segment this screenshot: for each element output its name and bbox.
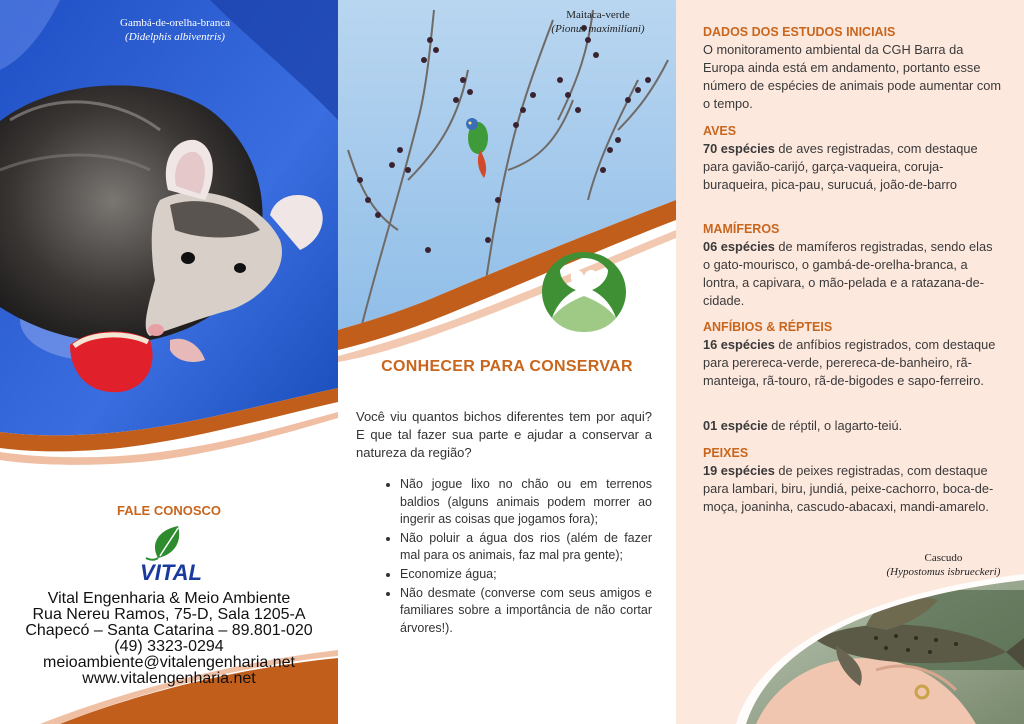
opossum-common-name: Gambá-de-orelha-branca <box>120 17 230 29</box>
vital-logo <box>116 524 226 584</box>
amphibians-section <box>703 319 1003 390</box>
heart-logo-icon <box>538 250 630 334</box>
tip-item: • Não desmate (converse com seus amigos e familiares sobre a importância de não cortar árvores!). <box>400 585 652 638</box>
initial-studies-heading: DADOS DOS ESTUDOS INICIAIS <box>703 25 896 39</box>
logo-wordmark: VITAL <box>140 560 202 584</box>
tip-item: • Não poluir a água dos rios (além de fazer mal para os animais, faz mal pra gente); <box>400 530 652 565</box>
parrot-common-name: Maitaca-verde <box>566 9 630 21</box>
address-line: Rua Nereu Ramos, 75-D, Sala 1205-A <box>32 606 306 623</box>
left-panel <box>0 0 338 724</box>
fish-heading: PEIXES <box>703 446 749 460</box>
mammals-section <box>703 221 1003 310</box>
initial-studies-text: O monitoramento ambiental da CGH Barra da Europa ainda está em andamento, portanto esse número de espécies de animais pode aumentar com o tempo. <box>703 42 1002 111</box>
mammals-heading: MAMÍFEROS <box>703 222 780 236</box>
amphibians-text: 16 espécies de anfíbios registrados, com destaque para perereca-verde, perereca-de-banheiro, rã-manteiga, rã-touro, rã-de-bigodes e sapo-ferreiro. <box>703 337 996 388</box>
opossum-scientific-name: (Didelphis albiventris) <box>125 31 225 43</box>
parrot-scientific-name: (Pionus maximiliani) <box>551 23 645 35</box>
leaf-icon <box>116 524 226 584</box>
email-link[interactable]: meioambiente@vitalengenharia.net <box>43 654 295 671</box>
phone-line: (49) 3323-0294 <box>114 638 224 655</box>
fish-caption <box>856 551 1024 579</box>
fish-text: 19 espécies de peixes registradas, com destaque para lambari, biru, jundiá, peixe-cachorro, boca-de-moça, joaninha, cascudo-abacaxi, mandi-amarelo. <box>703 463 994 514</box>
middle-panel <box>338 0 676 724</box>
parrot-caption <box>528 8 668 36</box>
opossum-caption <box>80 16 270 44</box>
tip-item: • Economize água; <box>400 566 652 584</box>
birds-heading: AVES <box>703 124 737 138</box>
fish-scientific-name: (Hypostomus isbrueckeri) <box>886 566 1001 578</box>
conservation-intro: Você viu quantos bichos diferentes tem por aqui? E que tal fazer sua parte e ajudar a conservar a natureza da região? <box>356 409 652 460</box>
fish-section <box>703 445 1003 516</box>
city-line: Chapecó – Santa Catarina – 89.801-020 <box>25 622 313 639</box>
amphibians-heading: ANFÍBIOS & RÉPTEIS <box>703 320 833 334</box>
conservation-title: CONHECER PARA CONSERVAR <box>381 358 633 375</box>
right-panel <box>676 0 1024 724</box>
contact-heading: FALE CONOSCO <box>116 503 221 518</box>
reptiles-section <box>703 417 1003 435</box>
company-name: Vital Engenharia & Meio Ambiente <box>47 590 291 607</box>
fish-common-name: Cascudo <box>924 552 963 564</box>
birds-text: 70 espécies de aves registradas, com destaque para gavião-carijó, garça-vaqueira, coruja-buraqueira, pica-pau, surucuá, joão-de-barro <box>703 141 978 192</box>
mammals-text: 06 espécies de mamíferos registradas, sendo elas o gato-mourisco, o gambá-de-orelha-branca, a lontra, a capivara, o mão-pelada e a ratazana-de-cidade. <box>703 239 993 308</box>
website-link[interactable]: www.vitalengenharia.net <box>82 670 256 687</box>
initial-studies-section <box>703 24 1003 113</box>
reptiles-text: 01 espécie de réptil, o lagarto-teiú. <box>703 418 903 433</box>
conservation-tips-list <box>356 476 652 638</box>
tip-item: • Não jogue lixo no chão ou em terrenos baldios (alguns animais podem morrer ao ingerir as coisas que jogamos fora); <box>400 476 652 529</box>
birds-section <box>703 123 1003 194</box>
